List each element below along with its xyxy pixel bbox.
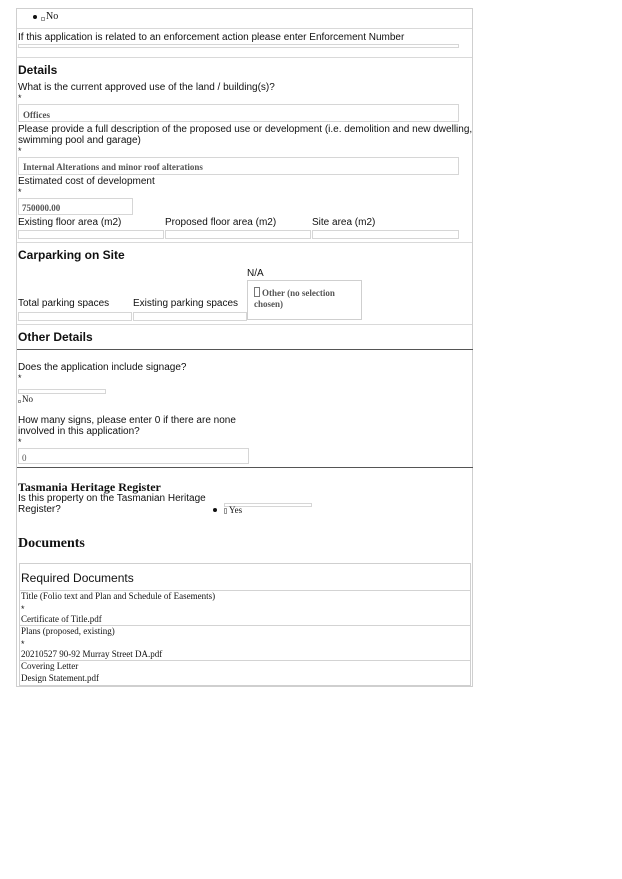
doc-file-1[interactable]: 20210527 90-92 Murray Street DA.pdf [21, 649, 163, 659]
cost-label: Estimated cost of development [18, 176, 155, 187]
doc-title-2: Covering Letter [21, 661, 79, 671]
total-parking-input[interactable] [18, 312, 132, 321]
enforcement-question: If this application is related to an enforcement action please enter Enforcement Number [18, 32, 405, 43]
required-mark: * [18, 437, 22, 447]
doc-file-0[interactable]: Certificate of Title.pdf [21, 614, 102, 624]
required-mark: * [18, 187, 22, 197]
signs-question-line2: involved in this application? [18, 426, 140, 437]
existing-parking-input[interactable] [133, 312, 247, 321]
total-parking-label: Total parking spaces [18, 298, 110, 309]
description-field[interactable] [18, 157, 459, 175]
checkbox-icon [254, 287, 260, 297]
cost-value: 750000.00 [22, 203, 61, 213]
signage-value: No [22, 394, 33, 404]
signs-count-field[interactable] [18, 448, 249, 464]
approved-use-field[interactable] [18, 104, 459, 122]
na-select[interactable] [247, 280, 362, 320]
carparking-heading: Carparking on Site [18, 248, 125, 262]
signs-question-line1: How many signs, please enter 0 if there are none [18, 415, 236, 426]
enforcement-number-input[interactable] [18, 44, 459, 48]
approved-use-value: Offices [23, 110, 50, 120]
na-select-value-line1 [254, 287, 335, 298]
site-area-label: Site area (m2) [312, 217, 376, 228]
section-rule [17, 349, 473, 350]
divider [17, 324, 472, 325]
existing-parking-label: Existing parking spaces [133, 298, 239, 309]
heritage-radio[interactable] [224, 508, 227, 514]
proposed-floor-input[interactable] [165, 230, 311, 239]
radio-no[interactable] [41, 17, 45, 21]
other-value-line1: Other (no selection [262, 288, 335, 298]
signs-count-value: 0 [22, 453, 27, 463]
divider [17, 242, 472, 243]
heritage-value: Yes [229, 505, 243, 515]
proposed-floor-label: Proposed floor area (m2) [165, 217, 277, 228]
heritage-heading: Tasmania Heritage Register [18, 480, 161, 494]
signage-question: Does the application include signage? [18, 362, 187, 373]
required-documents-heading: Required Documents [21, 571, 134, 585]
divider [17, 28, 472, 29]
other-details-heading: Other Details [18, 330, 93, 344]
doc-title-1: Plans (proposed, existing) [21, 626, 115, 636]
na-label: N/A [247, 268, 264, 279]
doc-required-0: * [21, 604, 25, 614]
description-label-line1: Please provide a full description of the proposed use or development (i.e. demolition and new dwelling, [18, 124, 473, 135]
signage-radio[interactable] [18, 400, 21, 403]
site-area-input[interactable] [312, 230, 459, 239]
heritage-question-line2: Register? [18, 504, 61, 515]
list-bullet [213, 508, 217, 512]
section-rule [17, 467, 473, 468]
details-heading: Details [18, 63, 58, 77]
cost-field[interactable] [18, 198, 133, 215]
heritage-question-line1: Is this property on the Tasmanian Heritage [18, 493, 206, 504]
description-value: Internal Alterations and minor roof alterations [23, 162, 203, 172]
divider [17, 57, 472, 58]
description-label-line2: swimming pool and garage) [18, 135, 141, 146]
list-bullet [33, 15, 37, 19]
other-value-line2: chosen) [254, 299, 283, 309]
existing-floor-label: Existing floor area (m2) [18, 217, 122, 228]
enforcement-no-option: No [46, 11, 59, 22]
required-mark: * [18, 93, 22, 103]
doc-title-0: Title (Folio text and Plan and Schedule of Easements) [21, 591, 216, 601]
doc-file-2[interactable]: Design Statement.pdf [21, 673, 99, 683]
doc-required-1: * [21, 639, 25, 649]
existing-floor-input[interactable] [18, 230, 164, 239]
approved-use-label: What is the current approved use of the land / building(s)? [18, 82, 275, 93]
required-mark: * [18, 373, 22, 383]
doc-row-divider [20, 660, 470, 661]
required-mark: * [18, 146, 22, 156]
documents-heading: Documents [18, 536, 85, 551]
